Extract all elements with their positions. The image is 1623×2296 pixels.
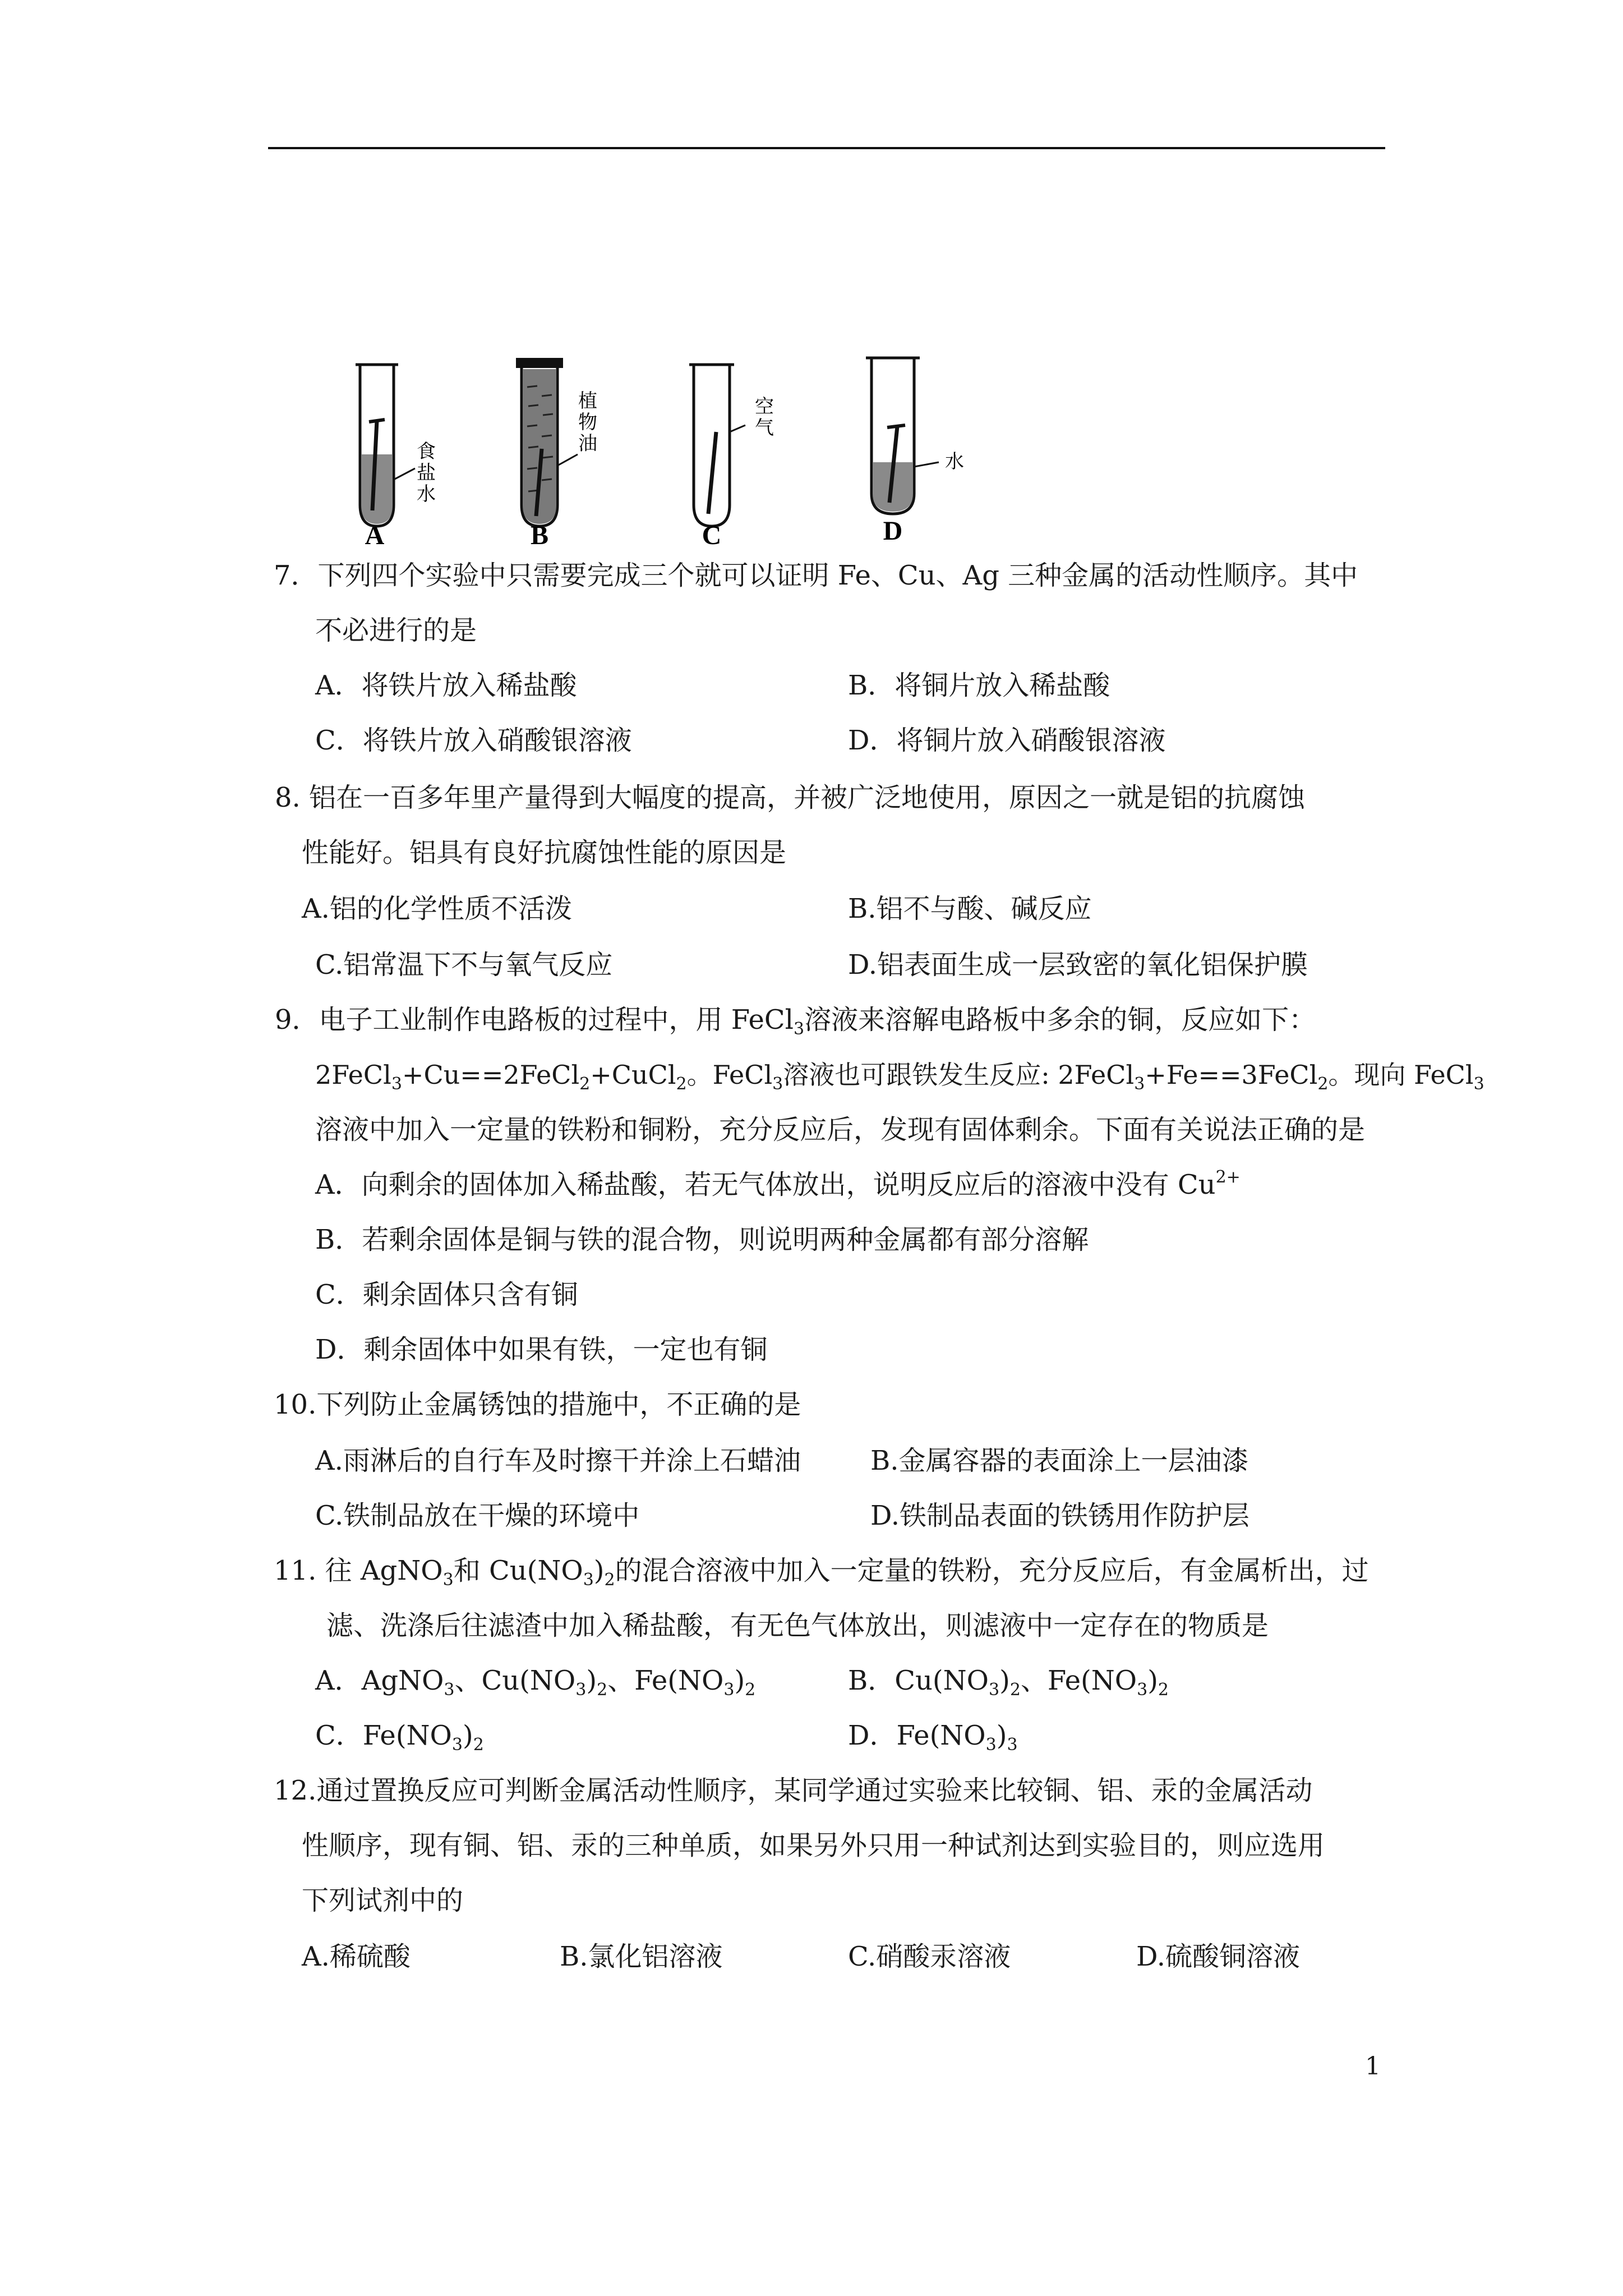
q7-option-d: D．将铜片放入硝酸银溶液 xyxy=(848,725,1166,756)
header-rule xyxy=(268,147,1385,149)
tube-letter-d: D xyxy=(883,516,903,546)
q11-option-c: C．$Fe(NO_3)_2$ xyxy=(315,1720,484,1755)
q10-option-d: D.铁制品表面的铁锈用作防护层 xyxy=(870,1500,1250,1531)
q7-option-c: C．将铁片放入硝酸银溶液 xyxy=(315,725,632,756)
q10-stem: 10.下列防止金属锈蚀的措施中，不正确的是 xyxy=(274,1389,801,1420)
test-tube-b xyxy=(516,358,597,550)
q9-stem-line2: 2FeCl$_3$+Cu==2FeCl$_2$+CuCl$_2$。FeCl$_3$溶液也可跟铁发生反应: 2FeCl$_3$+Fe==3FeCl$_2$。现向 FeCl$_3$ xyxy=(315,1060,1484,1094)
q9-stem-line3: 溶液中加入一定量的铁粉和铜粉，充分反应后，发现有固体剩余。下面有关说法正确的是 xyxy=(315,1114,1366,1145)
test-tube-c xyxy=(689,365,774,550)
q12-stem-line2: 性顺序，现有铜、铝、汞的三种单质，如果另外只用一种试剂达到实验目的，则应选用 xyxy=(302,1830,1325,1861)
tube-label-a-2: 盐 xyxy=(417,462,436,484)
test-tube-a xyxy=(356,365,436,550)
q11-option-b: B．$Cu(NO_3)_2$、$Fe(NO_3)_2$ xyxy=(848,1665,1169,1700)
q12-option-c: C.硝酸汞溶液 xyxy=(848,1941,1011,1972)
tube-label-b-3: 油 xyxy=(578,432,597,455)
tube-label-c-1: 空 xyxy=(755,395,774,418)
q12-option-d: D.硫酸铜溶液 xyxy=(1136,1941,1301,1972)
test-tube-d xyxy=(866,358,964,546)
q9-option-c: C．剩余固体只含有铜 xyxy=(315,1279,578,1310)
q11-option-a: A．AgNO$_3$、$Cu(NO_3)_2$、$Fe(NO_3)_2$ xyxy=(315,1665,756,1700)
q7-option-a: A．将铁片放入稀盐酸 xyxy=(315,670,577,701)
tube-label-d-1: 水 xyxy=(945,450,964,473)
q8-option-a: A.铝的化学性质不活泼 xyxy=(302,893,572,924)
tube-label-b-2: 物 xyxy=(578,411,597,434)
q8-option-d: D.铝表面生成一层致密的氧化铝保护膜 xyxy=(848,949,1308,981)
tube-label-a-3: 水 xyxy=(417,483,436,505)
tube-letter-a: A xyxy=(365,521,385,550)
q9-option-a: A．向剩余的固体加入稀盐酸，若无气体放出，说明反应后的溶液中没有 $Cu^{2+}$ xyxy=(315,1167,1241,1200)
q10-option-a: A.雨淋后的自行车及时擦干并涂上石蜡油 xyxy=(315,1445,801,1476)
tube-label-c-2: 气 xyxy=(755,417,774,439)
q8-option-c: C.铝常温下不与氧气反应 xyxy=(315,949,613,981)
q9-option-b: B．若剩余固体是铜与铁的混合物，则说明两种金属都有部分溶解 xyxy=(315,1224,1089,1255)
test-tubes-illustration xyxy=(348,348,1054,550)
tube-letter-b: B xyxy=(530,521,549,550)
q12-option-a: A.稀硫酸 xyxy=(302,1941,411,1972)
iron-nail-c xyxy=(708,432,716,514)
q7-stem-line1: 7．下列四个实验中只需要完成三个就可以证明 Fe、Cu、Ag 三种金属的活动性顺序。其中 xyxy=(274,560,1358,591)
q8-stem-line2: 性能好。铝具有良好抗腐蚀性能的原因是 xyxy=(302,837,787,868)
q7-option-b: B．将铜片放入稀盐酸 xyxy=(848,670,1110,701)
q12-stem-line3: 下列试剂中的 xyxy=(302,1885,464,1916)
q8-stem-line1: 8. 铝在一百多年里产量得到大幅度的提高，并被广泛地使用，原因之一就是铝的抗腐蚀 xyxy=(275,782,1306,813)
tube-label-b-1: 植 xyxy=(578,390,597,412)
q7-stem-line2: 不必进行的是 xyxy=(315,615,477,646)
tube-label-a-1: 食 xyxy=(417,440,436,463)
q9-option-d: D．剩余固体中如果有铁，一定也有铜 xyxy=(315,1334,768,1365)
q12-option-b: B.氯化铝溶液 xyxy=(560,1941,723,1972)
q11-stem-line2: 滤、洗涤后往滤渣中加入稀盐酸，有无色气体放出，则滤液中一定存在的物质是 xyxy=(326,1610,1269,1641)
q11-stem-line1: 11. 往 AgNO$_3$和 $Cu(NO_3)_2$的混合溶液中加入一定量的铁粉，充分反应后，有金属析出，过 xyxy=(274,1555,1369,1590)
q8-option-b: B.铝不与酸、碱反应 xyxy=(848,893,1092,924)
q10-option-b: B.金属容器的表面涂上一层油漆 xyxy=(870,1445,1249,1476)
q10-option-c: C.铁制品放在干燥的环境中 xyxy=(315,1500,640,1531)
q9-stem-line1: 9．电子工业制作电路板的过程中，用 FeCl$_3$溶液来溶解电路板中多余的铜，反应如下： xyxy=(275,1004,1316,1039)
tube-letter-c: C xyxy=(702,521,722,550)
test-tube-figure xyxy=(348,348,1054,550)
q12-stem-line1: 12.通过置换反应可判断金属活动性顺序，某同学通过实验来比较铜、铝、汞的金属活动 xyxy=(274,1775,1313,1806)
q11-option-d: D．$Fe(NO_3)_3$ xyxy=(848,1720,1018,1755)
page-number: 1 xyxy=(1365,2052,1381,2081)
